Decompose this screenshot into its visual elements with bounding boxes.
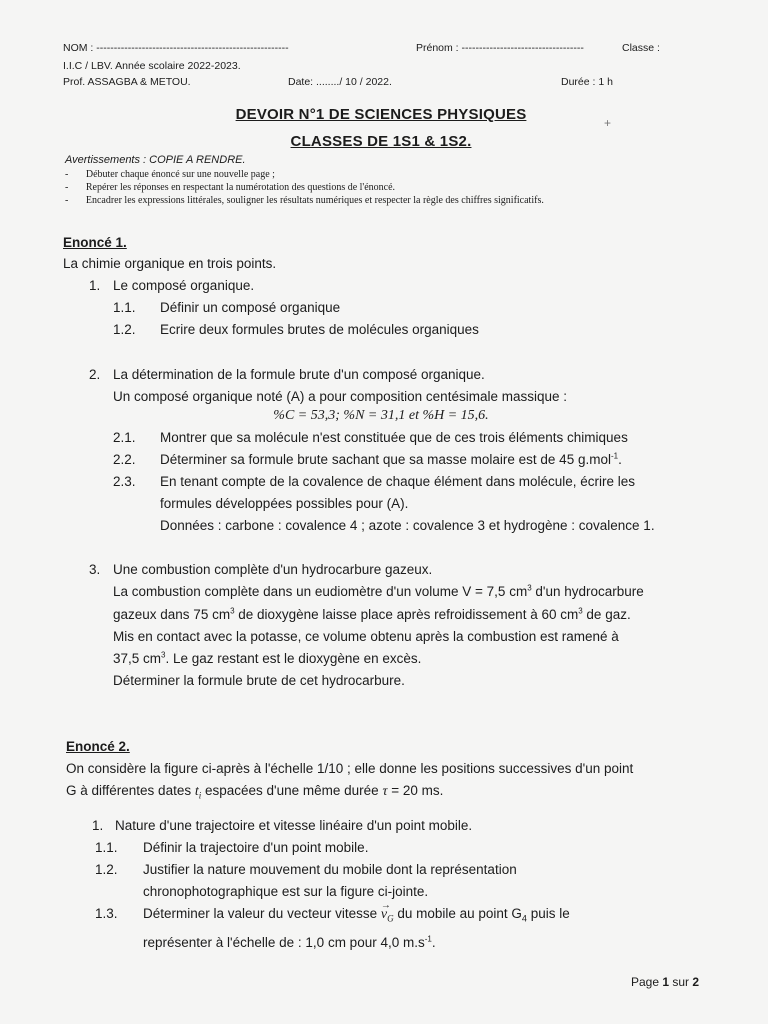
- margin-mark: +: [604, 116, 612, 130]
- question-2-3-text-line1: En tenant compte de la covalence de chaque élément dans molécule, écrire les: [160, 474, 636, 489]
- question-3-line4: 37,5 $cm^3$. Le gaz restant est le dioxygène en excès.: [113, 650, 422, 666]
- question-2-2-text: Déterminer sa formule brute sachant que sa masse molaire est de 45 g.mol$^{-1}$.: [160, 451, 622, 467]
- question-e2-1-2-line1: Justifier la nature mouvement du mobile dont la représentation: [143, 862, 517, 877]
- classe-field: Classe :: [622, 42, 660, 54]
- warning-item-1: - Débuter chaque énoncé sur une nouvelle page ;: [65, 169, 275, 180]
- question-1-text: Le composé organique.: [113, 278, 255, 293]
- enonce-2-line1: On considère la figure ci-après à l'échelle 1/10 ; elle donne les positions successives d'un point: [66, 761, 634, 776]
- question-2-text: La détermination de la formule brute d'un composé organique.: [113, 367, 485, 382]
- duration-field: Durée : 1 h: [561, 76, 613, 88]
- question-2-3-number: 2.3.: [113, 474, 136, 489]
- question-1-1-text: Définir un composé organique: [160, 300, 341, 315]
- warnings-heading: Avertissements : COPIE A RENDRE.: [65, 154, 246, 166]
- question-1-2-number: 1.2.: [113, 322, 136, 337]
- question-1-number: 1.: [89, 278, 101, 293]
- question-e2-1-1-number: 1.1.: [95, 840, 118, 855]
- question-2-2-number: 2.2.: [113, 452, 136, 467]
- question-e2-1-1-text: Définir la trajectoire d'un point mobile.: [143, 840, 369, 855]
- question-2-3-text-line2: formules développées possibles pour (A).: [160, 496, 409, 511]
- question-2-3-data: Données : carbone : covalence 4 ; azote : covalence 3 et hydrogène : covalence 1.: [160, 518, 655, 533]
- page-number: Page 1 sur 2: [631, 975, 700, 989]
- question-2-number: 2.: [89, 367, 101, 382]
- composition-formula: %C = 53,3; %N = 31,1 et %H = 15,6.: [273, 408, 489, 423]
- teacher-line: Prof. ASSAGBA & METOU.: [63, 76, 191, 88]
- question-e2-1-3-line1: Déterminer la valeur du vecteur vitesse → $v_G$ du mobile au point $G_4$ puis le: [143, 900, 570, 924]
- enonce-2-heading: Enoncé 2.: [66, 739, 130, 754]
- question-e2-1-text: Nature d'une trajectoire et vitesse linéaire d'un point mobile.: [115, 818, 473, 833]
- enonce-1-intro: La chimie organique en trois points.: [63, 256, 277, 271]
- question-2-1-text: Montrer que sa molécule n'est constituée que de ces trois éléments chimiques: [160, 430, 628, 445]
- question-3-line3: Mis en contact avec la potasse, ce volume obtenu après la combustion est ramené à: [113, 629, 619, 644]
- question-3-number: 3.: [89, 562, 101, 577]
- warning-item-3: - Encadrer les expressions littérales, souligner les résultats numériques et respecter la règle des chiffres significatifs.: [65, 195, 544, 206]
- question-3-text: Une combustion complète d'un hydrocarbure gazeux.: [113, 562, 433, 577]
- date-field: Date: ......../ 10 / 2022.: [288, 76, 392, 88]
- question-3-line5: Déterminer la formule brute de cet hydrocarbure.: [113, 673, 405, 688]
- prenom-field: Prénom : -----------------------------------: [416, 42, 584, 54]
- question-3-line2: gazeux dans 75 $cm^3$ de dioxygène laisse place après refroidissement à 60 $cm^3$ de gaz.: [113, 606, 631, 622]
- question-e2-1-3-line2: représenter à l'échelle de : 1,0 cm pour 4,0 $m.s^{-1}$.: [143, 934, 436, 950]
- question-2-statement: Un composé organique noté (A) a pour composition centésimale massique :: [113, 389, 567, 404]
- question-1-2-text: Ecrire deux formules brutes de molécules organiques: [160, 322, 479, 337]
- question-e2-1-2-line2: chronophotographique est sur la figure ci-jointe.: [143, 884, 429, 899]
- nom-field: NOM : -------------------------------------------------------: [63, 42, 289, 54]
- question-3-line1: La combustion complète dans un eudiomètre d'un volume V = 7,5 $cm^3$ d'un hydrocarbure: [113, 583, 644, 599]
- enonce-1-heading: Enoncé 1.: [63, 235, 127, 250]
- question-e2-1-3-number: 1.3.: [95, 906, 118, 921]
- warning-item-2: - Repérer les réponses en respectant la numérotation des questions de l'énoncé.: [65, 182, 396, 193]
- enonce-2-line2: G à différentes dates $t_i$ espacées d'une même durée τ = 20 ms.: [66, 783, 444, 801]
- exam-classes: CLASSES DE 1S1 & 1S2.: [290, 133, 472, 150]
- school-line: I.I.C / LBV. Année scolaire 2022-2023.: [63, 60, 241, 72]
- question-1-1-number: 1.1.: [113, 300, 136, 315]
- question-e2-1-2-number: 1.2.: [95, 862, 118, 877]
- question-2-1-number: 2.1.: [113, 430, 136, 445]
- question-e2-1-number: 1.: [92, 818, 104, 833]
- exam-title: DEVOIR N°1 DE SCIENCES PHYSIQUES: [235, 106, 527, 123]
- vector-arrow-icon: →: [380, 900, 391, 911]
